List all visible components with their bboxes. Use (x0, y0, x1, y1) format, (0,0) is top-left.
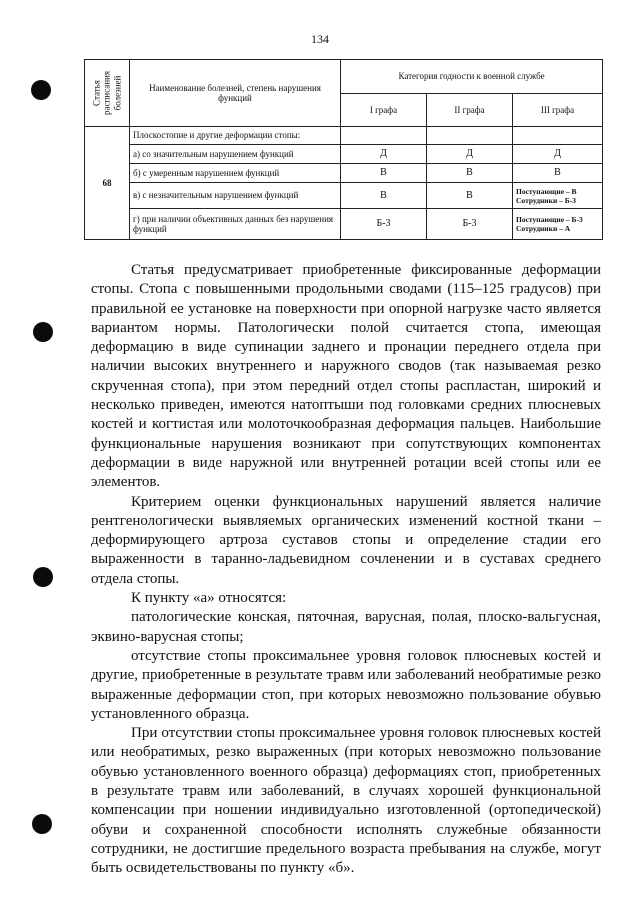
cell-g1: Б-3 (341, 209, 427, 240)
row-label: г) при наличии объективных данных без нарушения функций (130, 209, 341, 240)
cell-g3: В (513, 164, 603, 183)
binder-hole (33, 567, 53, 587)
row-label: б) с умеренным нарушением функций (130, 164, 341, 183)
binder-hole (31, 80, 51, 100)
cell-g2: В (427, 164, 513, 183)
table-row (85, 164, 603, 183)
cell-g1: В (341, 183, 427, 209)
header-column-3: III графа (513, 94, 603, 127)
paragraph: Статья предусматривает приобретенные фиксированные деформации стопы. Стопа с повышенными продольными сводами (115–125 градусов) при правильной ее установке на поверхности при опорной нагрузке часто является вариантом нормы. Патологически полой считается стопа, имеющая деформацию в виде супинации заднего и пронации переднего отдела при наличии высоких внутреннего и наружного сводов (так называемая резко скрученная стопа), при этом передний отдел стопы распластан, широкий и несколько приведен, имеются натоптыши под головками средних плюсневых костей и когтистая или молоточкообразная деформация пальцев. Наибольшие функциональные нарушения возникают при сопутствующих компонентах деформации в виде наружной или внутренней ротации всей стопы или ее элементов. (91, 262, 601, 491)
row-label: а) со значительным нарушением функций (130, 145, 341, 164)
table-row (85, 145, 603, 164)
table-row (85, 183, 603, 209)
paragraph: отсутствие стопы проксимальнее уровня головок плюсневых костей и другие, приобретенные в результате травм или заболеваний необратимые резко выраженные деформации стоп, при которых невозможно пользование обувью установленного образца. (91, 647, 601, 722)
page-number: 134 (311, 32, 329, 46)
paragraph: Критерием оценки функциональных нарушений является наличие рентгенологически выявляемых органических изменений костной ткани – деформирующего артроза суставов стопы и определение стадии его выраженности в таранно-ладьевидном сочленении и в суставах среднего отдела стопы. (91, 493, 601, 587)
table-row (85, 127, 603, 145)
cell-g2: Б-3 (427, 209, 513, 240)
cell-g2: В (427, 183, 513, 209)
header-column-2: II графа (427, 94, 513, 127)
header-article: Статья расписания болезней (85, 60, 130, 127)
cell-g3-employees: Сотрудники – Б-3 (516, 195, 576, 205)
cell-g1: Д (341, 145, 427, 164)
cell-g3 (513, 209, 603, 240)
cell-g3-employees: Сотрудники – А (516, 224, 571, 233)
cell-g3-applicants: Поступающие – В (516, 186, 577, 196)
body-text (91, 261, 601, 879)
cell-g3-applicants: Поступающие – Б-3 (516, 215, 583, 224)
header-disease: Наименование болезней, степень нарушения функций (130, 60, 341, 127)
paragraph: К пункту «а» относятся: (131, 590, 287, 607)
article-number: 68 (85, 127, 130, 240)
row-label: в) с незначительным нарушением функций (130, 183, 341, 209)
cell-g3: Д (513, 145, 603, 164)
cell-g3 (513, 183, 603, 209)
header-column-1: I графа (341, 94, 427, 127)
binder-hole (33, 322, 53, 342)
table-row (85, 209, 603, 240)
paragraph: При отсутствии стопы проксимальнее уровня головок плюсневых костей или необратимых, резко выраженных (при которых невозможно пользование обувью установленного военного образца) деформациях стоп, приобретенных в результате травм или заболеваний, в случаях хорошей функциональной компенсации при ношении индивидуально изготовленной (ортопедической) обуви и сохраненной способности исполнять служебные обязанности сотрудники, не достигшие предельного возраста пребывания на службе, могут быть освидетельствованы по пункту «б». (91, 725, 601, 877)
table-header-row (85, 60, 603, 94)
paragraph: патологические конская, пяточная, варусная, полая, плоско-вальгусная, эквино-варусная стопы; (91, 609, 601, 645)
cell-g1: В (341, 164, 427, 183)
cell-g2: Д (427, 145, 513, 164)
binder-hole (32, 814, 52, 834)
header-category: Категория годности к военной службе (341, 60, 603, 94)
heading-row-label: Плоскостопие и другие деформации стопы: (130, 127, 341, 145)
fitness-category-table (84, 59, 603, 240)
